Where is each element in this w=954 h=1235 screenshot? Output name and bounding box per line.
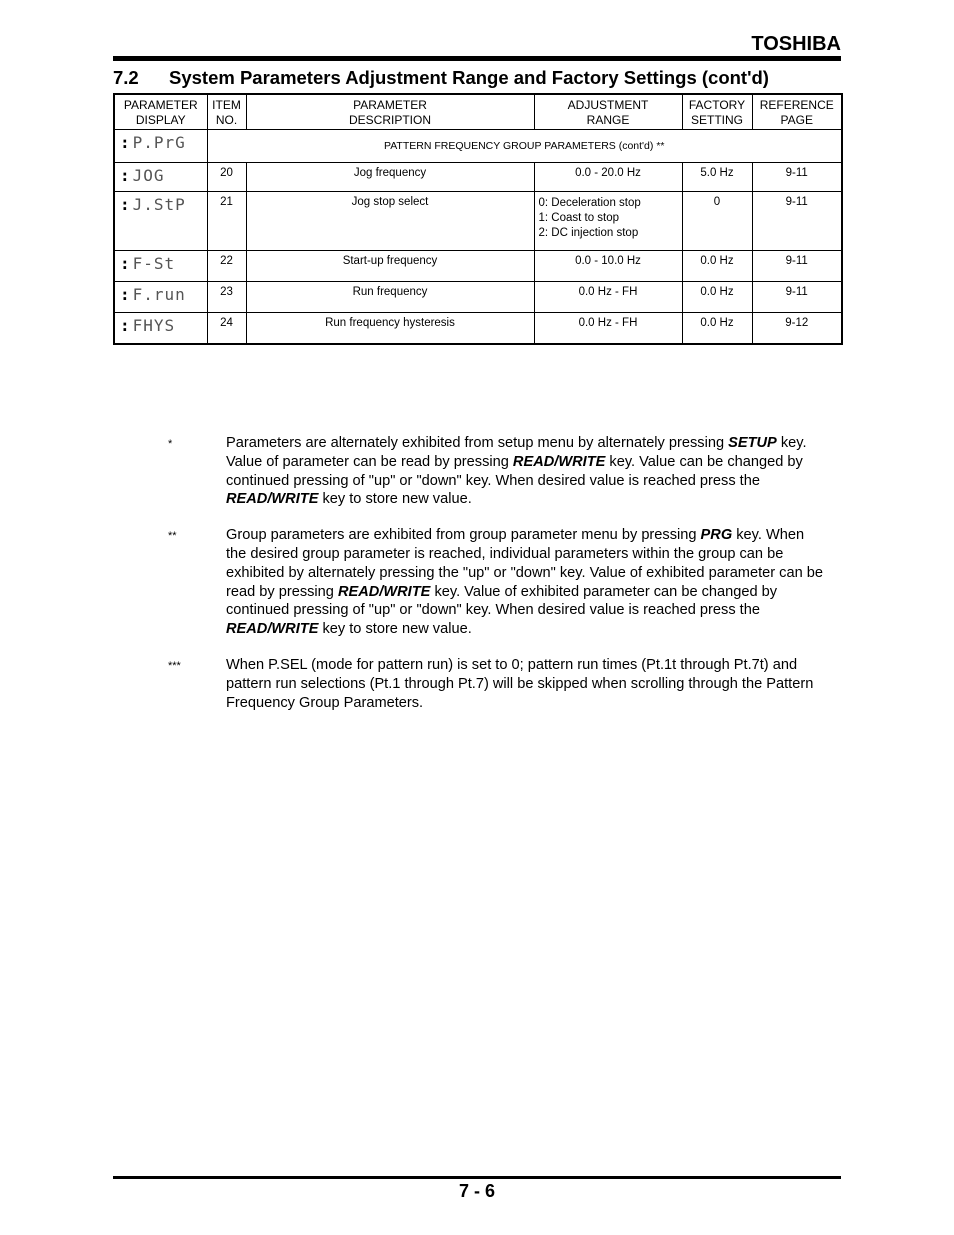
footnote-text: Group parameters are exhibited from group parameter menu by pressing PRG key. When the desired group parameter is reached, individual parameters within the group can be exhibited by alternately pressing the "up" or "down" key. Value of exhibited parameter can be read by pressing READ/WRITE key. Value of exhibited parameter can be changed by continued pressing of "up" or "down" key. When desired value is reached press the READ/WRITE key to store new value.	[226, 527, 823, 638]
key-name: SETUP	[728, 435, 777, 451]
page-number: 7 - 6	[458, 1181, 496, 1201]
range-option: 2: DC injection stop	[538, 227, 639, 239]
parameter-description: Run frequency	[246, 282, 534, 313]
display-cell: : P.PrG	[114, 130, 207, 163]
column-header: ADJUSTMENT RANGE	[534, 94, 682, 130]
reference-page: 9-11	[752, 192, 842, 251]
table-header-row	[114, 94, 842, 130]
item-number: 21	[207, 192, 246, 251]
reference-page: 9-11	[752, 163, 842, 192]
section-title	[113, 67, 769, 89]
range-option: 0: Deceleration stop	[538, 197, 641, 209]
factory-setting: 5.0 Hz	[682, 163, 752, 192]
table-row: : F-St 22 Start-up frequency 0.0 - 10.0 Hz 0.0 Hz 9-11	[114, 251, 842, 282]
footnote-mark: *	[168, 438, 173, 450]
lcd-display: JOG	[132, 166, 165, 185]
factory-setting: 0.0 Hz	[682, 313, 752, 345]
factory-setting: 0	[682, 192, 752, 251]
footnote-mark: ***	[168, 659, 181, 672]
key-name: READ/WRITE	[337, 583, 431, 600]
adjustment-range	[534, 192, 682, 251]
adjustment-range: 0.0 - 20.0 Hz	[534, 163, 682, 192]
footnote-mark: **	[168, 530, 177, 543]
group-row	[114, 130, 842, 163]
lcd-display: FHYS	[132, 316, 176, 335]
parameter-description: Run frequency hysteresis	[246, 313, 534, 345]
item-number: 22	[207, 251, 246, 282]
parameters-table	[113, 93, 843, 345]
reference-page: 9-11	[752, 282, 842, 313]
footnote-text: When P.SEL (mode for pattern run) is set to 0; pattern run times (Pt.1t through Pt.7t) and pattern run selections (Pt.1 through Pt.7) will be skipped when scrolling through the Pattern Frequency Group Parameters.	[226, 656, 814, 711]
key-name: PRG	[700, 527, 733, 544]
item-number: 23	[207, 282, 246, 313]
table-row: : FHYS 24 Run frequency hysteresis 0.0 Hz - FH 0.0 Hz 9-12	[114, 313, 842, 345]
column-header: REFERENCE PAGE	[752, 94, 842, 130]
reference-page: 9-11	[752, 251, 842, 282]
key-name: READ/WRITE	[226, 621, 319, 638]
key-name: READ/WRITE	[226, 491, 319, 508]
section-number: 7.2	[113, 67, 139, 88]
lcd-display: P.PrG	[132, 133, 186, 152]
parameter-description: Jog stop select	[246, 192, 534, 251]
factory-setting: 0.0 Hz	[682, 282, 752, 313]
footnote	[168, 526, 828, 639]
item-number: 24	[207, 313, 246, 345]
top-rule	[113, 56, 841, 61]
adjustment-range: 0.0 Hz - FH	[534, 313, 682, 345]
parameter-description: Jog frequency	[246, 163, 534, 192]
footnote	[168, 434, 828, 509]
lcd-display: J.StP	[132, 195, 186, 214]
lcd-display: F-St	[132, 254, 176, 273]
footnotes	[168, 434, 828, 729]
section-title-text: System Parameters Adjustment Range and Factory Settings (cont'd)	[169, 67, 769, 88]
column-header: PARAMETER DISPLAY	[114, 94, 207, 130]
range-option: 1: Coast to stop	[538, 212, 620, 224]
table-row: : J.StP 21 Jog stop select 0: Deceleration stop 1: Coast to stop 2: DC injection stop 0 9-11	[114, 192, 842, 251]
table-row: : F.run 23 Run frequency 0.0 Hz - FH 0.0 Hz 9-11	[114, 282, 842, 313]
column-header: ITEM NO.	[207, 94, 246, 130]
adjustment-range: 0.0 Hz - FH	[534, 282, 682, 313]
reference-page: 9-12	[752, 313, 842, 345]
column-header: FACTORY SETTING	[682, 94, 752, 130]
adjustment-range: 0.0 - 10.0 Hz	[534, 251, 682, 282]
column-header: PARAMETER DESCRIPTION	[246, 94, 534, 130]
item-number: 20	[207, 163, 246, 192]
bottom-rule	[113, 1176, 841, 1179]
lcd-display: F.run	[132, 285, 186, 304]
footnote	[168, 656, 828, 712]
factory-setting: 0.0 Hz	[682, 251, 752, 282]
brand-logo-text: TOSHIBA	[751, 33, 841, 55]
key-name: READ/WRITE	[512, 453, 606, 470]
group-title: PATTERN FREQUENCY GROUP PARAMETERS (cont'd) **	[207, 130, 842, 163]
footnote-text: Parameters are alternately exhibited from setup menu by alternately pressing SETUP key. Value of parameter can be read by pressing READ/WRITE key. Value can be changed by continued pressing of "up" or "down" key. When desired value is reached press the READ/WRITE key to store new value.	[226, 435, 807, 508]
parameter-description: Start-up frequency	[246, 251, 534, 282]
table-row: : JOG 20 Jog frequency 0.0 - 20.0 Hz 5.0 Hz 9-11	[114, 163, 842, 192]
